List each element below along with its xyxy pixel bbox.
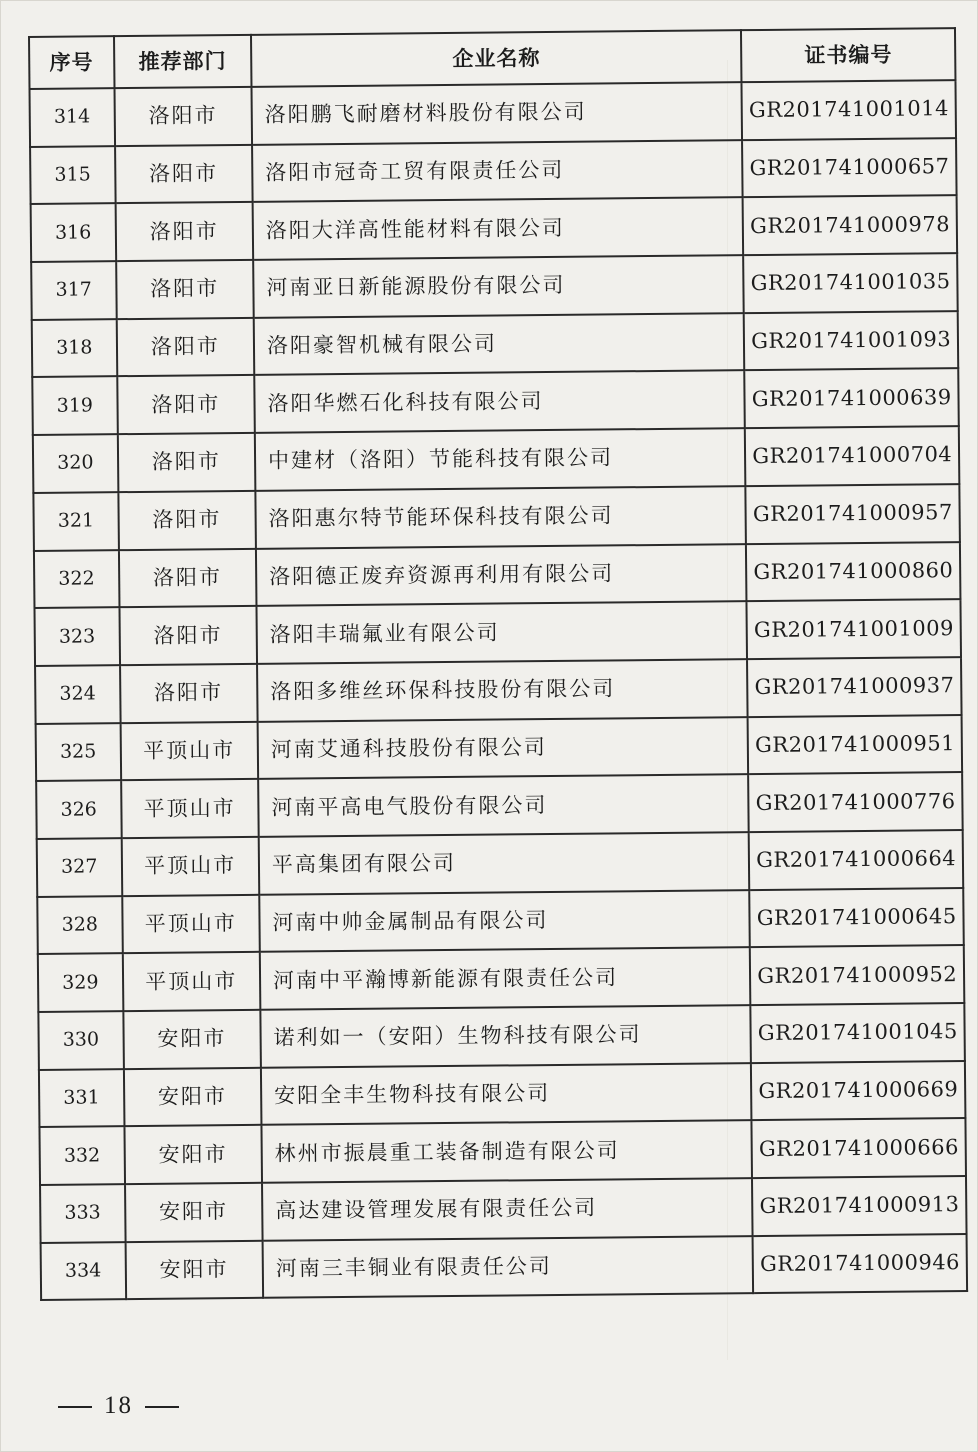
row-index: 317	[31, 261, 116, 319]
row-company: 河南中帅金属制品有限公司	[259, 890, 750, 952]
row-index: 330	[38, 1011, 123, 1069]
row-department: 洛阳市	[116, 260, 254, 319]
row-department: 洛阳市	[117, 375, 255, 434]
row-certificate: GR201741001009	[747, 599, 961, 659]
table-row	[36, 715, 963, 782]
page-footer	[46, 1392, 191, 1420]
table-row	[36, 772, 963, 839]
row-index: 329	[38, 953, 123, 1011]
table-row	[37, 888, 964, 955]
row-index: 324	[35, 665, 120, 723]
row-index: 314	[30, 88, 115, 146]
row-department: 洛阳市	[118, 491, 256, 550]
row-company: 洛阳德正废弃资源再利用有限公司	[256, 544, 747, 606]
row-company: 高达建设管理发展有限责任公司	[262, 1178, 753, 1240]
row-department: 洛阳市	[115, 145, 253, 204]
row-certificate: GR201741000657	[742, 138, 956, 198]
row-certificate: GR201741000704	[745, 426, 959, 486]
row-company: 洛阳丰瑞氟业有限公司	[256, 601, 747, 663]
row-department: 安阳市	[125, 1183, 263, 1242]
row-index: 332	[39, 1127, 124, 1185]
row-company: 洛阳惠尔特节能环保科技有限公司	[255, 486, 746, 548]
row-index: 325	[36, 723, 121, 781]
row-department: 安阳市	[125, 1241, 263, 1300]
row-certificate: GR201741001014	[742, 80, 956, 140]
row-company: 平高集团有限公司	[259, 832, 750, 894]
row-department: 洛阳市	[117, 433, 255, 492]
table-row	[32, 311, 959, 378]
table-row	[39, 1061, 966, 1128]
row-company: 洛阳华燃石化科技有限公司	[254, 371, 745, 433]
table-row	[39, 1118, 966, 1185]
row-certificate: GR201741001093	[744, 311, 958, 371]
row-index: 318	[32, 319, 117, 377]
row-department: 洛阳市	[119, 606, 257, 665]
row-index: 333	[40, 1184, 125, 1242]
row-certificate: GR201741000978	[743, 195, 957, 255]
row-company: 洛阳多维丝环保科技股份有限公司	[257, 659, 748, 721]
row-department: 洛阳市	[118, 548, 256, 607]
row-department: 平顶山市	[121, 837, 259, 896]
row-certificate: GR201741000639	[745, 369, 959, 429]
row-company: 安阳全丰生物科技有限公司	[261, 1063, 752, 1125]
table-row	[30, 138, 957, 205]
row-company: 洛阳鹏飞耐磨材料股份有限公司	[251, 82, 742, 144]
row-certificate: GR201741000860	[746, 542, 960, 602]
row-certificate: GR201741000776	[749, 772, 963, 832]
row-index: 327	[37, 838, 122, 896]
row-department: 平顶山市	[121, 779, 259, 838]
row-certificate: GR201741000666	[752, 1118, 966, 1178]
row-certificate: GR201741000669	[751, 1061, 965, 1121]
table-row	[34, 542, 961, 609]
table-row	[30, 80, 957, 147]
table-body	[30, 80, 968, 1300]
row-certificate: GR201741000937	[747, 657, 961, 717]
enterprise-table	[28, 27, 968, 1301]
table-row	[33, 426, 960, 493]
table-row	[33, 484, 960, 551]
header-row	[29, 28, 955, 89]
row-index: 323	[34, 607, 119, 665]
table-row	[38, 1003, 965, 1070]
row-department: 洛阳市	[116, 318, 254, 377]
header-department: 推荐部门	[114, 35, 252, 88]
table-row	[40, 1176, 967, 1243]
row-index: 331	[39, 1069, 124, 1127]
row-index: 328	[37, 896, 122, 954]
page-number: 18	[104, 1392, 133, 1419]
row-company: 中建材（洛阳）节能科技有限公司	[255, 428, 746, 490]
row-certificate: GR201741000645	[750, 888, 964, 948]
row-company: 河南亚日新能源股份有限公司	[253, 255, 744, 317]
row-company: 河南中平瀚博新能源有限责任公司	[260, 947, 751, 1009]
table-row	[35, 657, 962, 724]
row-department: 安阳市	[123, 1067, 261, 1126]
row-company: 林州市振晨重工装备制造有限公司	[261, 1120, 752, 1182]
header-company: 企业名称	[251, 30, 742, 87]
row-department: 平顶山市	[122, 894, 260, 953]
row-department: 平顶山市	[120, 721, 258, 780]
table-row	[41, 1234, 968, 1301]
header-index: 序号	[29, 36, 114, 89]
row-certificate: GR201741001045	[751, 1003, 965, 1063]
row-certificate: GR201741000664	[749, 830, 963, 890]
row-index: 320	[33, 434, 118, 492]
table-row	[38, 945, 965, 1012]
row-index: 321	[33, 492, 118, 550]
row-certificate: GR201741000951	[748, 715, 962, 775]
table-row	[37, 830, 964, 897]
header-certificate: 证书编号	[741, 28, 955, 82]
row-department: 洛阳市	[114, 87, 252, 146]
row-department: 安阳市	[123, 1010, 261, 1069]
row-department: 洛阳市	[115, 202, 253, 261]
row-index: 322	[34, 550, 119, 608]
table-row	[31, 253, 958, 320]
table-row	[32, 369, 959, 436]
row-department: 安阳市	[124, 1125, 262, 1184]
row-company: 诺利如一（安阳）生物科技有限公司	[260, 1005, 751, 1067]
row-index: 315	[30, 146, 115, 204]
footer-dash-right	[145, 1406, 179, 1408]
row-department: 洛阳市	[120, 664, 258, 723]
row-certificate: GR201741000946	[753, 1234, 967, 1294]
row-index: 334	[41, 1242, 126, 1300]
footer-dash-left	[58, 1406, 92, 1408]
row-department: 平顶山市	[122, 952, 260, 1011]
row-certificate: GR201741000913	[752, 1176, 966, 1236]
row-company: 河南三丰铜业有限责任公司	[263, 1236, 754, 1298]
row-company: 洛阳豪智机械有限公司	[254, 313, 745, 375]
row-company: 河南艾通科技股份有限公司	[258, 717, 749, 779]
row-company: 河南平高电气股份有限公司	[258, 774, 749, 836]
table-header	[29, 28, 955, 89]
table-row	[34, 599, 961, 666]
row-index: 319	[32, 377, 117, 435]
row-index: 316	[31, 204, 116, 262]
row-company: 洛阳大洋高性能材料有限公司	[253, 198, 744, 260]
table-row	[31, 195, 958, 262]
row-company: 洛阳市冠奇工贸有限责任公司	[252, 140, 743, 202]
row-certificate: GR201741000957	[746, 484, 960, 544]
row-certificate: GR201741001035	[744, 253, 958, 313]
row-index: 326	[36, 780, 121, 838]
row-certificate: GR201741000952	[750, 945, 964, 1005]
